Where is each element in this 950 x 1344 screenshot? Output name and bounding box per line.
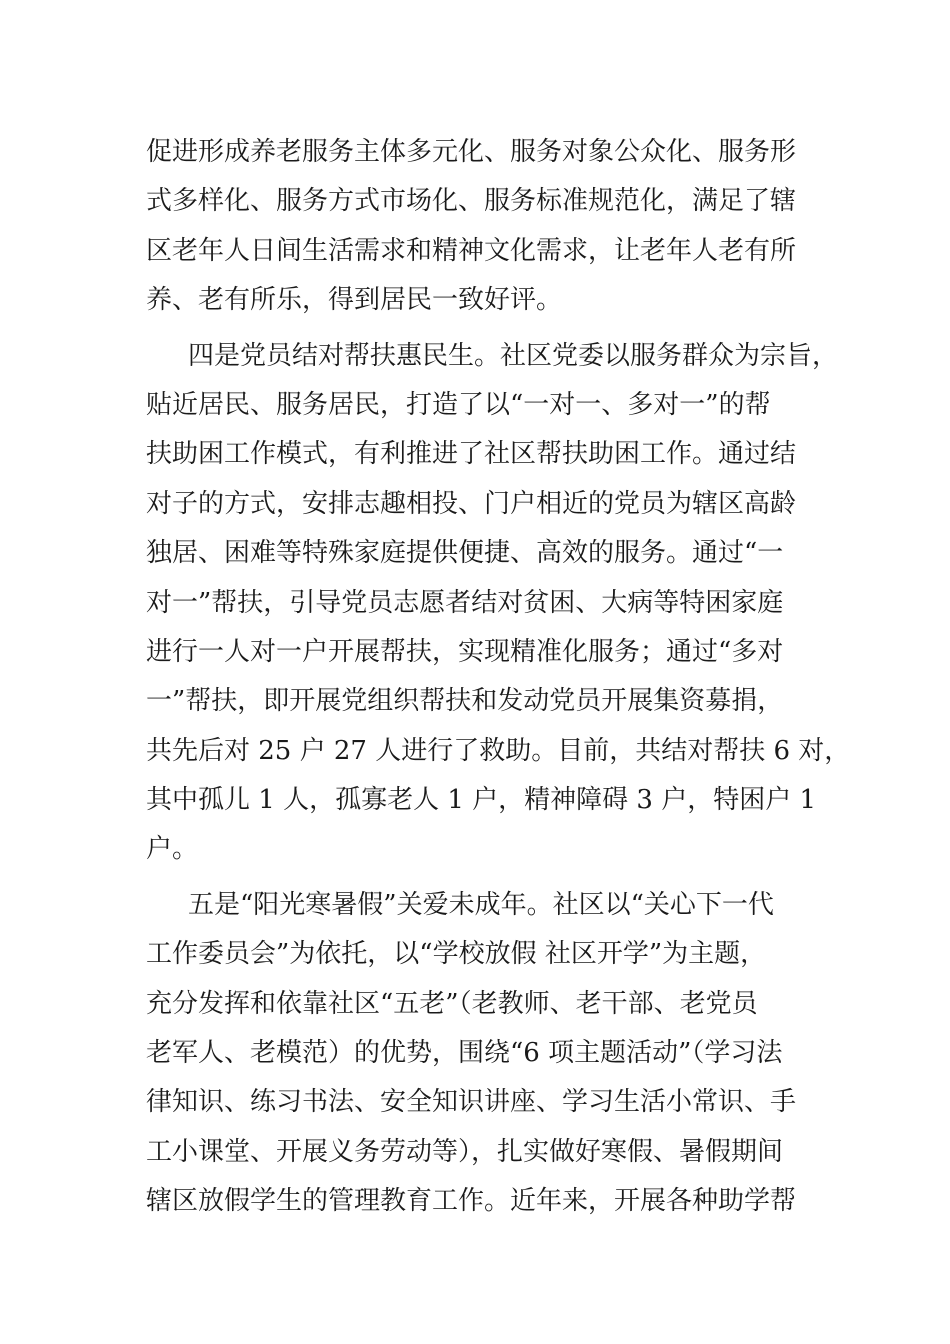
text-line: 户。 xyxy=(146,834,199,865)
text-line: 五是“阳光寒暑假”关爱未成年。社区以“关心下一代 xyxy=(188,889,774,920)
text-line: 四是党员结对帮扶惠民生。社区党委以服务群众为宗旨， xyxy=(188,340,839,371)
text-line: 进行一人对一户开展帮扶，实现精准化服务；通过“多对 xyxy=(146,636,784,667)
text-line: 其中孤儿 1 人，孤寡老人 1 户，精神障碍 3 户，特困户 1 xyxy=(146,785,817,816)
text-line: 扶助困工作模式，有利推进了社区帮扶助困工作。通过结 xyxy=(146,439,797,470)
text-line: 区老年人日间生活需求和精神文化需求，让老年人老有所 xyxy=(146,235,797,266)
text-line: 律知识、练习书法、安全知识讲座、学习生活小常识、手 xyxy=(146,1087,797,1118)
text-line: 贴近居民、服务居民，打造了以“一对一、多对一”的帮 xyxy=(146,389,771,420)
text-line: 对子的方式，安排志趣相投、门户相近的党员为辖区高龄 xyxy=(146,488,797,519)
text-line: 促进形成养老服务主体多元化、服务对象公众化、服务形 xyxy=(146,137,797,167)
paragraph-party-member-assistance xyxy=(146,332,851,875)
text-line: 辖区放假学生的管理教育工作。近年来，开展各种助学帮 xyxy=(146,1186,797,1217)
text-line: 对一”帮扶，引导党员志愿者结对贫困、大病等特困家庭 xyxy=(146,587,784,618)
text-line: 工作委员会”为依托，以“学校放假 社区开学”为主题， xyxy=(146,939,767,970)
text-line: 一”帮扶，即开展党组织帮扶和发动党员开展集资募捐， xyxy=(146,686,784,717)
paragraph-sunshine-holiday xyxy=(146,881,836,1227)
text-line: 养、老有所乐，得到居民一致好评。 xyxy=(146,285,563,316)
document-body xyxy=(146,128,851,1227)
text-line: 工小课堂、开展义务劳动等），扎实做好寒假、暑假期间 xyxy=(146,1136,784,1167)
text-line: 式多样化、服务方式市场化、服务标准规范化，满足了辖 xyxy=(146,186,797,217)
paragraph-elderly-services xyxy=(146,128,836,326)
text-line: 共先后对 25 户 27 人进行了救助。目前，共结对帮扶 6 对， xyxy=(146,735,851,766)
text-line: 独居、困难等特殊家庭提供便捷、高效的服务。通过“一 xyxy=(146,538,784,569)
text-line: 充分发挥和依靠社区“五老”（老教师、老干部、老党员 xyxy=(146,988,758,1019)
text-line: 老军人、老模范）的优势，围绕“6 项主题活动”（学习法 xyxy=(146,1038,783,1069)
